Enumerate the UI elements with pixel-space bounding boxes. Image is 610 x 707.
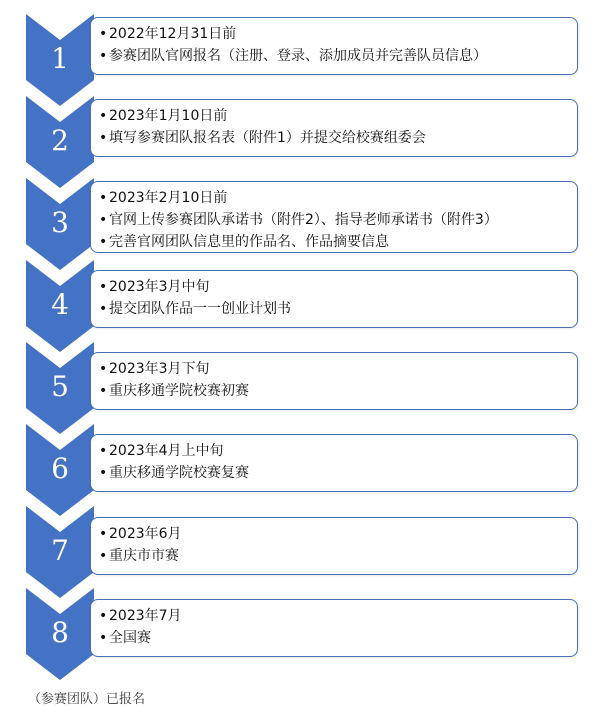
step-4-card bbox=[90, 270, 578, 328]
step-bullet-line: • 2023年3月中旬 bbox=[91, 276, 577, 298]
step-7-card bbox=[90, 517, 578, 575]
step-2-card bbox=[90, 99, 578, 157]
step-bullet-line: • 完善官网团队信息里的作品名、作品摘要信息 bbox=[91, 231, 577, 253]
step-bullet-line: • 2023年3月下旬 bbox=[91, 358, 577, 380]
step-number: 7 bbox=[51, 534, 69, 567]
footnote: （参赛团队）已报名 bbox=[28, 692, 146, 707]
step-number: 8 bbox=[51, 616, 69, 649]
step-number: 4 bbox=[51, 288, 69, 321]
step-3-card bbox=[90, 181, 578, 253]
step-number: 2 bbox=[51, 124, 69, 157]
step-bullet-line: • 重庆移通学院校赛初赛 bbox=[91, 380, 577, 402]
step-8-card bbox=[90, 599, 578, 657]
step-bullet-line: • 参赛团队官网报名（注册、登录、添加成员并完善队员信息） bbox=[91, 45, 577, 67]
step-bullet-line: • 重庆市市赛 bbox=[91, 545, 577, 567]
step-bullet-line: • 重庆移通学院校赛复赛 bbox=[91, 462, 577, 484]
step-number: 6 bbox=[51, 452, 69, 485]
step-number: 1 bbox=[51, 42, 69, 75]
step-bullet-line: • 2023年7月 bbox=[91, 605, 577, 627]
step-bullet-line: • 填写参赛团队报名表（附件1）并提交给校赛组委会 bbox=[91, 127, 577, 149]
step-bullet-line: • 官网上传参赛团队承诺书（附件2）、指导老师承诺书（附件3） bbox=[91, 209, 577, 231]
step-5-card bbox=[90, 352, 578, 410]
step-number: 5 bbox=[51, 370, 69, 403]
step-6-card bbox=[90, 434, 578, 492]
step-bullet-line: • 提交团队作品一一创业计划书 bbox=[91, 298, 577, 320]
step-bullet-line: • 2023年2月10日前 bbox=[91, 187, 577, 209]
step-bullet-line: • 全国赛 bbox=[91, 627, 577, 649]
step-bullet-line: • 2022年12月31日前 bbox=[91, 23, 577, 45]
step-number: 3 bbox=[51, 206, 69, 239]
step-bullet-line: • 2023年6月 bbox=[91, 523, 577, 545]
step-bullet-line: • 2023年1月10日前 bbox=[91, 105, 577, 127]
step-bullet-line: • 2023年4月上中旬 bbox=[91, 440, 577, 462]
step-1-card bbox=[90, 17, 578, 75]
